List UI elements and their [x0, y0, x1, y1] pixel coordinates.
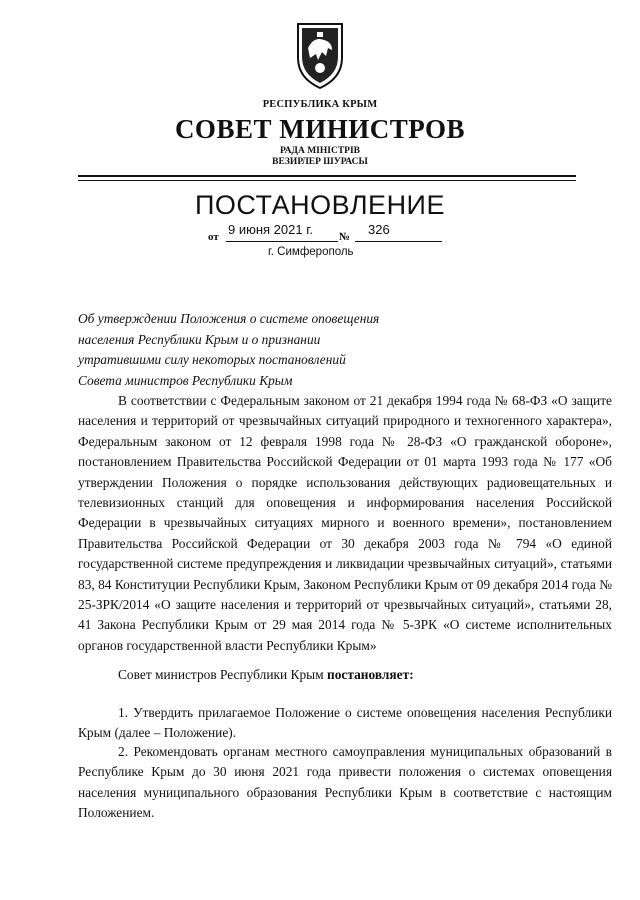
- decree-subject: [78, 309, 438, 391]
- date-number-line: [208, 222, 438, 242]
- republic-name: РЕСПУБЛИКА КРЫМ: [262, 99, 378, 110]
- from-label: от: [208, 231, 219, 243]
- council-title: СОВЕТ МИНИСТРОВ: [174, 114, 466, 144]
- rada-ukrainian: РАДА МІНІСТРІВ: [279, 146, 360, 156]
- document-type: ПОСТАНОВЛЕНИЕ: [195, 190, 445, 220]
- date-underline: [226, 241, 338, 242]
- resolves-paragraph: [78, 665, 612, 685]
- subject-line: населения Республики Крым и о признании: [78, 331, 321, 347]
- crimea-coat-of-arms-icon: [294, 18, 346, 90]
- council-translations: [0, 146, 640, 168]
- header-rule-thin: [78, 180, 576, 181]
- subject-line: Совета министров Республики Крым: [78, 372, 293, 388]
- rada-crimean-tatar: ВЕЗИРЛЕР ШУРАСЫ: [272, 157, 368, 167]
- city-name: г. Симферополь: [268, 246, 354, 258]
- subject-line: утратившими силу некоторых постановлений: [78, 352, 346, 367]
- subject-line: Об утверждении Положения о системе оповещения: [78, 311, 380, 326]
- decree-number: 326: [368, 222, 390, 237]
- number-label: №: [339, 231, 351, 243]
- item-2-paragraph: 2. Рекомендовать органам местного самоуправления муниципальных образований в Республике Крым до 30 июня 2021 года привести положения о системах оповещения населения муниципального образования Республики Крым в соответствие с настоящим Положением.: [78, 744, 612, 821]
- resolves-text: Совет министров Республики Крым: [118, 667, 324, 682]
- decree-date: 9 июня 2021 г.: [228, 222, 313, 237]
- resolves-keyword: постановляет:: [327, 667, 414, 682]
- number-underline: [355, 241, 442, 242]
- preamble-paragraph: В соответствии с Федеральным законом от 21 декабря 1994 года № 68-ФЗ «О защите населения и территорий от чрезвычайных ситуаций природного и техногенного характера», Федеральным законом от 12 февраля 1998 года № 28-ФЗ «О гражданской обороне», постановлением Правительства Российской Федерации от 01 марта 1993 года № 177 «Об утверждении Положения о порядке использования действующих радиовещательных и телевизионных станций для оповещения и информирования населения Российской Федерации в чрезвычайных ситуациях мирного и военного времени», постановлением Правительства Российской Федерации от 30 декабря 2003 года № 794 «О единой государственной системе предупреждения и ликвидации чрезвычайных ситуаций», статьями 83, 84 Конституции Республики Крым, Законом Республики Крым от 09 декабря 2014 года № 25-ЗРК/2014 «О защите населения и территорий от чрезвычайных ситуаций», статьями 28, 41 Закона Республики Крым от 29 мая 2014 года № 5-ЗРК «О системе исполнительных органов государственной власти Республики Крым»: [78, 393, 612, 653]
- item-1-paragraph: 1. Утвердить прилагаемое Положение о системе оповещения населения Республики Крым (далее – Положение).: [78, 705, 612, 741]
- header-rule-thick: [78, 175, 576, 177]
